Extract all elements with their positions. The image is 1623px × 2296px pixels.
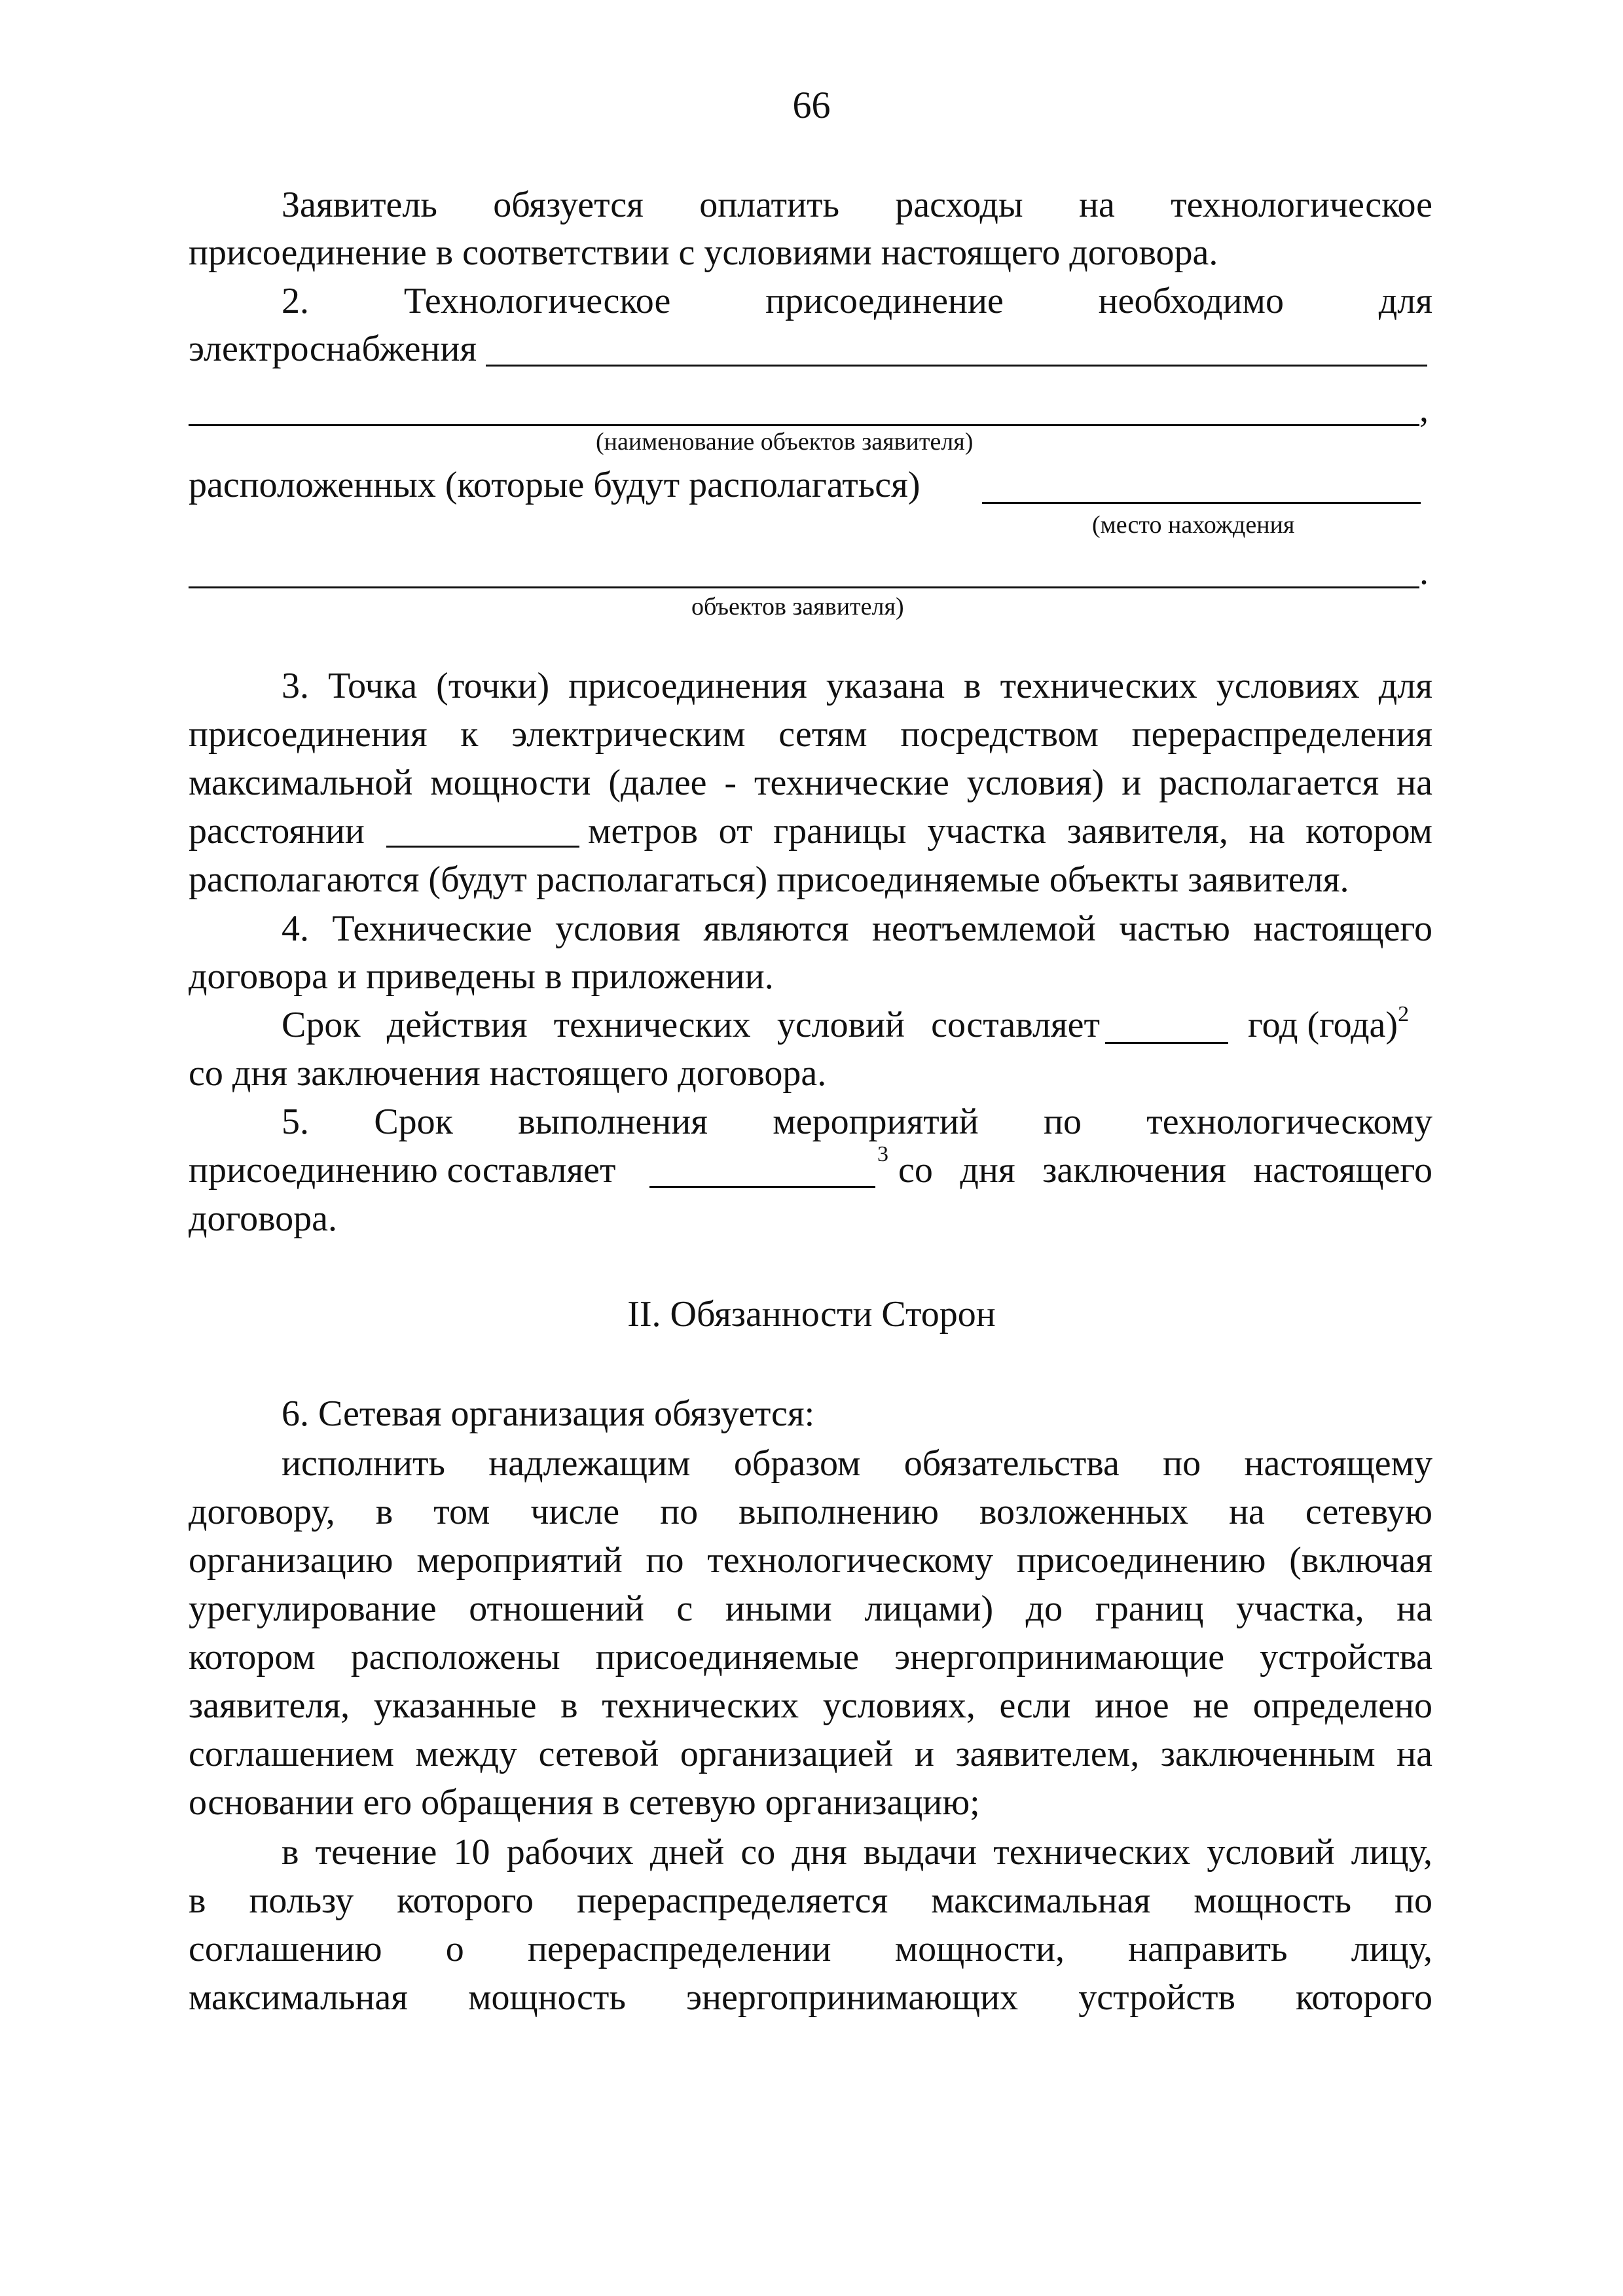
location-blank-line-2 [189,586,1419,588]
paragraph-7-line-5: котором расположены присоединяемые энергопринимающие устройства [189,1637,1432,1677]
objects-blank-line-1 [486,365,1427,367]
paragraph-7-line-1: исполнить надлежащим образом обязательства по настоящему [282,1443,1432,1484]
paragraph-7-line-6: заявителя, указанные в технических условиях, если иное не определено [189,1685,1432,1726]
paragraph-1-line-1: Заявитель обязуется оплатить расходы на технологическое [282,185,1432,225]
paragraph-2-line-1: 2. Технологическое присоединение необходимо для [282,281,1432,321]
caption-objects-name: (наименование объектов заявителя) [596,428,974,456]
validity-term-text: Срок действия технических условий составляет [282,1005,1100,1045]
footnote-2: 2 [1398,1002,1410,1026]
period: . [1419,552,1429,592]
footnote-3: 3 [877,1142,888,1166]
paragraph-7-line-4: урегулирование отношений с иными лицами) до границ участка, на [189,1588,1432,1629]
electricity-supply-label: электроснабжения [189,329,477,369]
paragraph-4-line-2: договора и приведены в приложении. [189,956,774,997]
paragraph-3-line-4a: расстоянии [189,811,365,852]
paragraph-7-line-8: основании его обращения в сетевую организацию; [189,1782,980,1823]
paragraph-3-line-3: максимальной мощности (далее - технические условия) и располагается на [189,762,1432,803]
paragraph-3-line-1: 3. Точка (точки) присоединения указана в технических условиях для [282,666,1432,706]
page-number: 66 [792,84,831,126]
section-title: II. Обязанности Сторон [627,1294,996,1335]
paragraph-7-line-2: договору, в том числе по выполнению возложенных на сетевую [189,1492,1432,1532]
objects-blank-line-2 [189,424,1419,426]
paragraph-1-line-2: присоединение в соответствии с условиями настоящего договора. [189,232,1218,273]
paragraph-5-line-1: 5. Срок выполнения мероприятий по технологическому [282,1102,1432,1142]
validity-term-unit [1248,1002,1444,1045]
paragraph-3-line-2: присоединения к электрическим сетям посредством перераспределения [189,714,1432,755]
paragraph-5-line-2a: присоединению составляет [189,1150,616,1191]
paragraph-3-line-5: располагаются (будут располагаться) присоединяемые объекты заявителя. [189,859,1349,900]
comma: , [1419,389,1429,430]
validity-term-blank [1105,1042,1228,1044]
paragraph-3-line-4b: метров от границы участка заявителя, на котором [588,811,1432,852]
year-label: год (года) [1248,1005,1398,1045]
paragraph-7-line-7: соглашением между сетевой организацией и заявителем, заключенным на [189,1734,1432,1774]
term-blank [649,1186,875,1188]
paragraph-4-line-1: 4. Технические условия являются неотъемлемой частью настоящего [282,908,1432,949]
paragraph-5-line-3: договора. [189,1198,337,1239]
distance-blank [386,846,579,848]
paragraph-5-line-2b: со дня заключения настоящего [898,1150,1432,1191]
caption-applicant-objects: объектов заявителя) [691,593,904,620]
paragraph-8-line-4: максимальная мощность энергопринимающих устройств которого [189,1977,1432,2018]
paragraph-8-line-3: соглашению о перераспределении мощности, направить лицу, [189,1929,1432,1969]
paragraph-2-line-3: расположенных (которые будут располагаться) [189,465,921,505]
paragraph-7-line-3: организацию мероприятий по технологическому присоединению (включая [189,1540,1432,1581]
paragraph-8-line-1: в течение 10 рабочих дней со дня выдачи технических условий лицу, [282,1832,1432,1873]
paragraph-4b-line-2: со дня заключения настоящего договора. [189,1053,827,1094]
location-blank-line-1 [982,502,1421,504]
paragraph-2-line-2 [189,331,1432,367]
caption-location: (место нахождения [1092,511,1295,539]
paragraph-6-line-1: 6. Сетевая организация обязуется: [282,1393,815,1434]
paragraph-8-line-2: в пользу которого перераспределяется максимальная мощность по [189,1880,1432,1921]
